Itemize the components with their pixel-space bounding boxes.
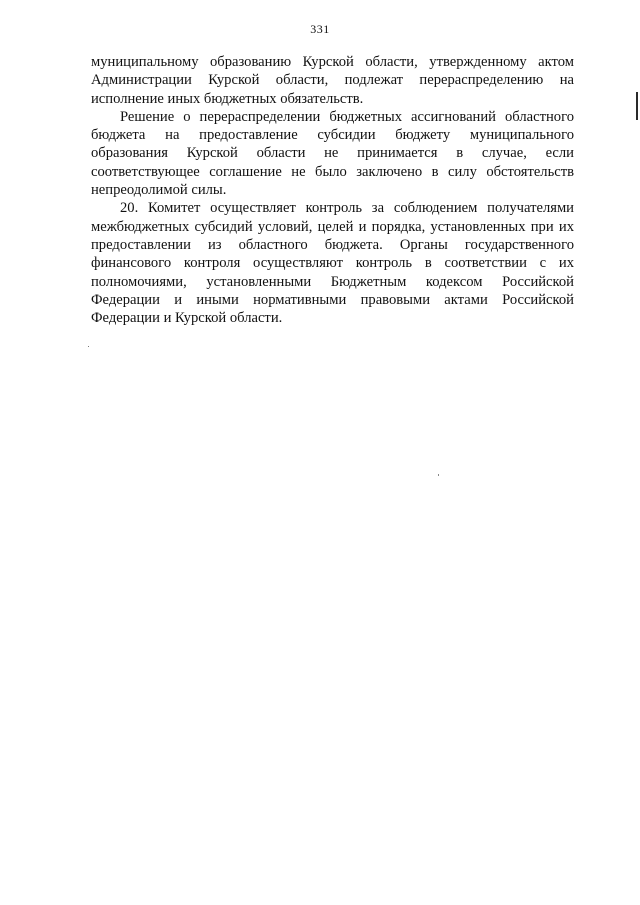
scan-speck [438, 474, 439, 476]
paragraph-reallocation-decision: Решение о перераспределении бюджетных ассигнований областного бюджета на предоставление субсидии бюджету муниципального образования Курской области не принимается в случае, если соответствующее соглашение не было заключено в силу обстоятельств непреодолимой силы. [91, 108, 574, 199]
scan-edge-mark [636, 92, 638, 120]
scan-speck [88, 346, 89, 347]
page-number: 331 [310, 22, 330, 36]
document-body [91, 53, 574, 327]
paragraph-item-20-control: 20. Комитет осуществляет контроль за соблюдением получателями межбюджетных субсидий условий, целей и порядка, установленных при их предоставлении из областного бюджета. Органы государственного финансового контроля осуществляют контроль в соответствии с их полномочиями, установленными Бюджетным кодексом Российской Федерации и иными нормативными правовыми актами Российской Федерации и Курской области. [91, 200, 574, 327]
paragraph-continuation: муниципальному образованию Курской области, утвержденному актом Администрации Курской области, подлежат перераспределению на исполнение иных бюджетных обязательств. [91, 54, 574, 107]
